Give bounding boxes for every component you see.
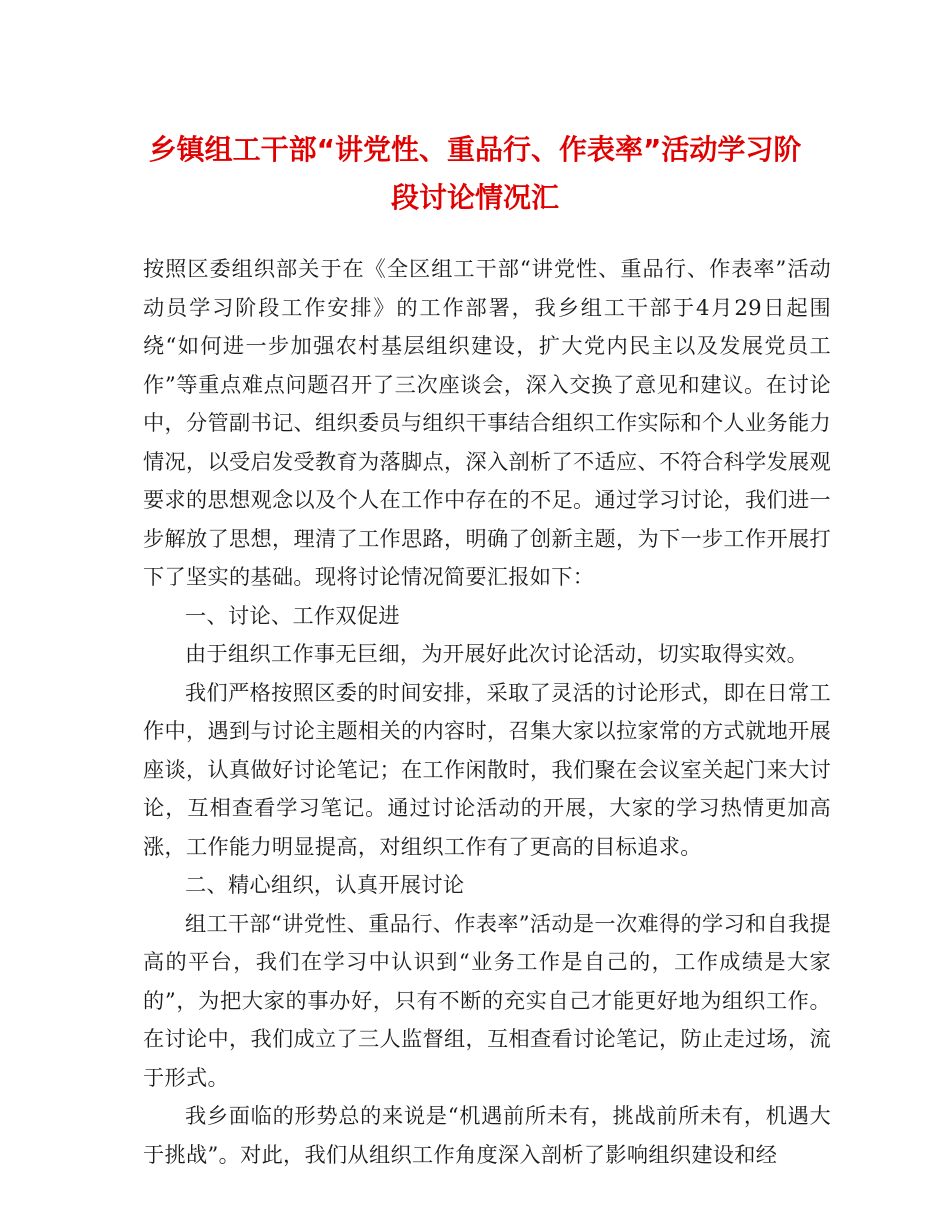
body-paragraph: 我们严格按照区委的时间安排，采取了灵活的讨论形式，即在日常工作中，遇到与讨论主题相关的内容时，召集大家以拉家常的方式就地开展座谈，认真做好讨论笔记；在工作闲散时，我们聚在会议室关起门来大讨论，互相查看学习笔记。通过讨论活动的开展，大家的学习热情更加高涨，工作能力明显提高，对组织工作有了更高的目标追求。: [143, 679, 831, 859]
section-heading-2: 二、精心组织，认真开展讨论: [185, 872, 465, 897]
document-title-line-1: 乡镇组工干部“讲党性、重品行、作表率”活动学习阶: [148, 133, 802, 166]
body-paragraph: 组工干部“讲党性、重品行、作表率”活动是一次难得的学习和自我提高的平台，我们在学习中认识到“业务工作是自己的，工作成绩是大家的”，为把大家的事办好，只有不断的充实自己才能更好地为组织工作。在讨论中，我们成立了三人监督组，互相查看讨论笔记，防止走过场，流于形式。: [143, 910, 831, 1090]
body-paragraph: 由于组织工作事无巨细，为开展好此次讨论活动，切实取得实效。: [185, 641, 809, 666]
document-body: [143, 250, 831, 1174]
document-title-line-2: 段讨论情况汇: [390, 181, 559, 214]
section-heading-1: 一、讨论、工作双促进: [185, 602, 400, 628]
body-paragraph: 我乡面临的形势总的来说是“机遇前所未有，挑战前所未有，机遇大于挑战”。对此，我们从组织工作角度深入剖析了影响组织建设和经: [143, 1103, 831, 1167]
intro-paragraph: 按照区委组织部关于在《全区组工干部“讲党性、重品行、作表率”活动动员学习阶段工作安排》的工作部署，我乡组工干部于4月29日起围绕“如何进一步加强农村基层组织建设，扩大党内民主以及发展党员工作”等重点难点问题召开了三次座谈会，深入交换了意见和建议。在讨论中，分管副书记、组织委员与组织干事结合组织工作实际和个人业务能力情况，以受启发受教育为落脚点，深入剖析了不适应、不符合科学发展观要求的思想观念以及个人在工作中存在的不足。通过学习讨论，我们进一步解放了思想，理清了工作思路，明确了创新主题，为下一步工作开展打下了坚实的基础。现将讨论情况简要汇报如下：: [143, 256, 831, 589]
